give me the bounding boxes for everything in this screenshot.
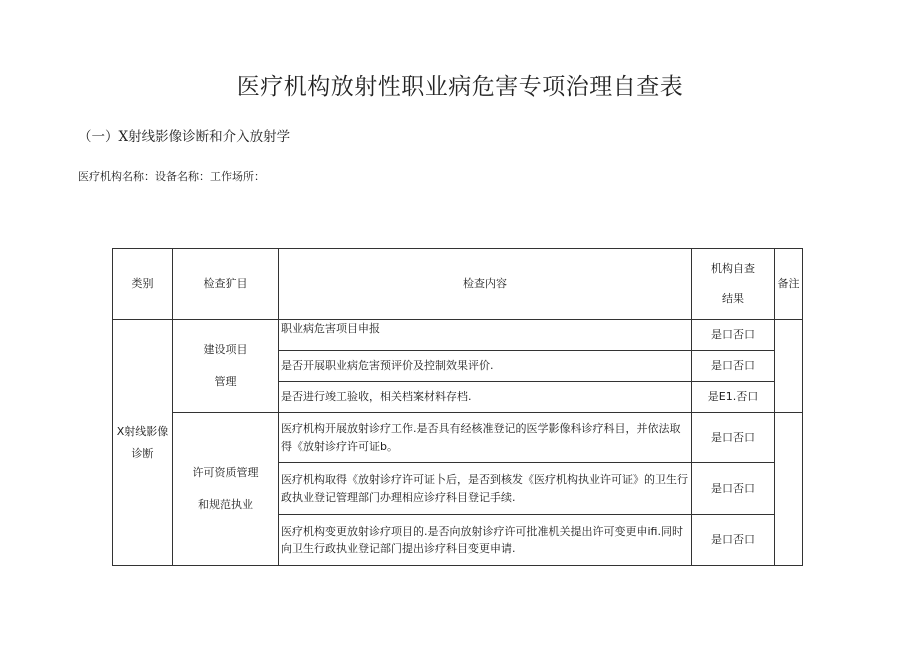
category-line2: 诊断	[131, 446, 154, 460]
category-cell	[113, 320, 173, 566]
result-checkbox[interactable]: 是口否口	[692, 463, 775, 515]
item-line1: 建设项目	[203, 343, 248, 357]
result-checkbox[interactable]: 是E1.否口	[692, 382, 775, 413]
item-line2: 和规范执业	[198, 498, 253, 511]
item-line1: 许可资质管理	[192, 466, 259, 480]
item-cell-licensing	[173, 413, 279, 566]
content-cell: 是否开展职业病危害预评价及控制效果评价.	[279, 351, 692, 382]
table-row	[113, 413, 803, 463]
header-category: 类别	[113, 249, 173, 320]
header-self-check-result	[692, 249, 775, 320]
institution-info-line: 医疗机构名称：设备名称：工作场所：	[78, 170, 265, 183]
content-cell: 职业病危害项目申报	[279, 320, 692, 351]
result-checkbox[interactable]: 是口否口	[692, 515, 775, 566]
header-result-line1: 机构自查	[711, 262, 755, 276]
header-note: 备注	[775, 249, 803, 320]
content-cell: 医疗机构变更放射诊疗项目的.是否向放射诊疗许可批准机关提出许可变更申ifi.同时向卫生行政执业登记部门提出诊疗科目变更申请.	[279, 515, 692, 566]
result-checkbox[interactable]: 是口否口	[692, 320, 775, 351]
section-subtitle: （一）X射线影像诊断和介入放射学	[78, 129, 291, 145]
table-header-row	[113, 249, 803, 320]
self-check-table	[112, 248, 803, 566]
item-line2: 管理	[214, 375, 237, 388]
item-cell-construction	[173, 320, 279, 413]
note-cell[interactable]	[775, 320, 803, 413]
content-cell: 是否进行竣工验收，相关档案材料存档.	[279, 382, 692, 413]
category-line1: X射线影像	[116, 424, 169, 438]
page-title: 医疗机构放射性职业病危害专项治理自查表	[236, 74, 684, 100]
content-cell: 医疗机构取得《放射诊疗许可证卜后，是否到核发《医疗机构执业许可证》的卫生行政执业登记管理部门办理相应诊疗科目登记手续.	[279, 463, 692, 515]
result-checkbox[interactable]: 是口否口	[692, 413, 775, 463]
header-inspection-item: 检查犷目	[173, 249, 279, 320]
result-checkbox[interactable]: 是口否口	[692, 351, 775, 382]
content-cell: 医疗机构开展放射诊疗工作.是否具有经核准登记的医学影像科诊疗科目，并依法取得《放射诊疗许可证b。	[279, 413, 692, 463]
table-row	[113, 320, 803, 351]
header-result-line2: 结果	[722, 292, 744, 305]
header-inspection-content: 检查内容	[279, 249, 692, 320]
note-cell[interactable]	[775, 413, 803, 566]
